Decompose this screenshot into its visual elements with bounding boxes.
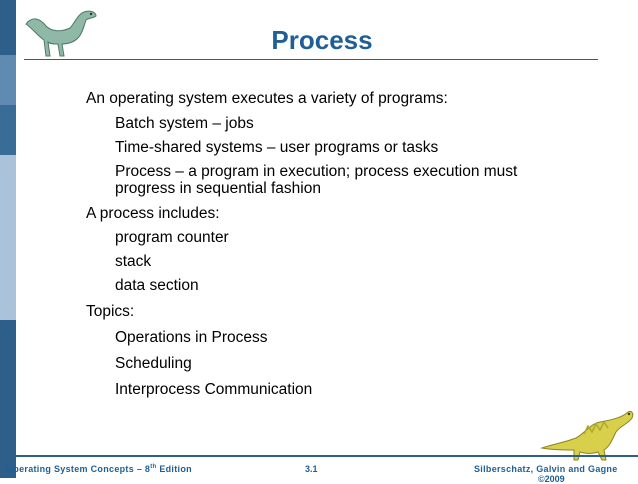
list-item: program counter <box>115 229 229 246</box>
list-item: A process includes: <box>86 205 220 222</box>
list-item: Interprocess Communication <box>115 381 313 398</box>
side-bar-segment <box>0 0 16 55</box>
list-item: Topics: <box>86 303 135 320</box>
footer-book-title-text: Operating System Concepts – 8 <box>6 464 151 474</box>
dinosaur-icon <box>22 6 100 60</box>
side-bar <box>0 0 16 478</box>
list-item: Batch system – jobs <box>115 115 254 132</box>
title-divider <box>24 59 598 60</box>
page-title: Process <box>271 25 373 55</box>
list-item: Operations in Process <box>115 329 268 346</box>
side-bar-segment <box>0 105 16 155</box>
side-bar-segment <box>0 155 16 320</box>
footer-book-title <box>6 464 192 474</box>
list-item: Time-shared systems – user programs or tasks <box>115 139 439 156</box>
footer-authors: Silberschatz, Galvin and Gagne <box>474 464 618 474</box>
footer-book-title-edition: Edition <box>156 464 192 474</box>
slide-number: 3.1 <box>305 464 318 474</box>
footer-divider <box>0 455 638 457</box>
list-item: Process – a program in execution; process execution must <box>115 163 518 180</box>
dinosaur-icon <box>540 404 636 462</box>
list-item: stack <box>115 253 152 270</box>
list-item: progress in sequential fashion <box>115 180 321 197</box>
side-bar-segment <box>0 55 16 105</box>
list-item: data section <box>115 277 199 294</box>
footer-book-title-sup: th <box>150 464 157 470</box>
footer-copyright: ©2009 <box>538 474 565 484</box>
list-item: Scheduling <box>115 355 192 372</box>
list-item: An operating system executes a variety of programs: <box>86 90 448 107</box>
